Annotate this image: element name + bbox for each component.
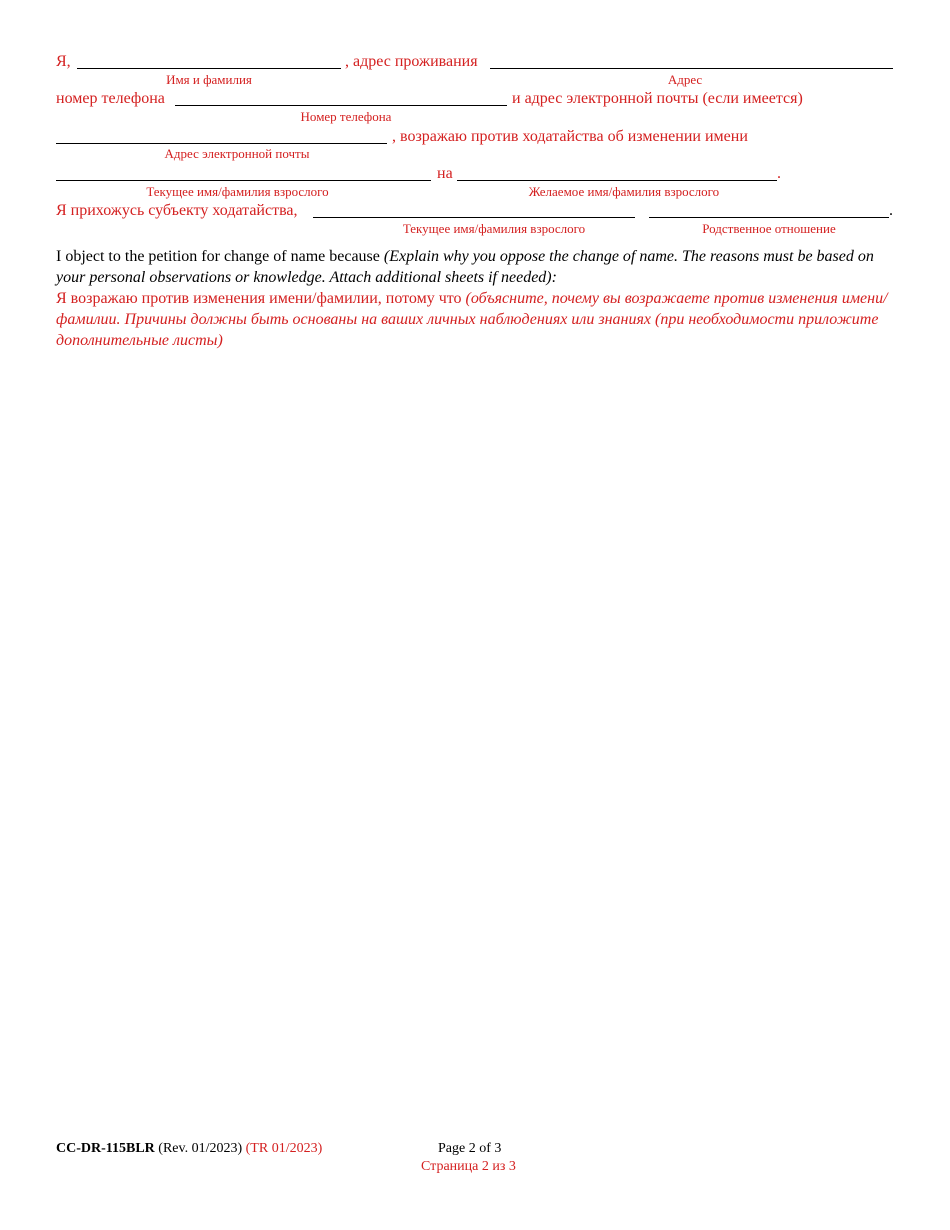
line3-middle: , возражаю против ходатайства об изменении имени: [392, 128, 748, 145]
footer-page-en: Page 2 of 3: [438, 1141, 502, 1156]
objection-en-plain: I object to the petition for change of name because: [56, 248, 384, 265]
hint-name: Имя и фамилия: [166, 72, 252, 87]
address-field[interactable]: [490, 68, 893, 69]
objection-en-italic: (Explain why you oppose the change of name. The reasons must be based on your personal observations or knowledge. Attach additional sheets if needed):: [56, 248, 874, 286]
hint-phone: Номер телефона: [300, 109, 392, 124]
hint-address: Адрес: [667, 72, 703, 87]
phone-field[interactable]: [175, 105, 507, 106]
hint-email: Адрес электронной почты: [164, 146, 310, 161]
objection-ru: [56, 288, 896, 351]
current-name-field[interactable]: [56, 180, 431, 181]
footer-form-info: [56, 1141, 322, 1157]
relationship-field[interactable]: [649, 217, 889, 218]
name-field[interactable]: [77, 68, 341, 69]
subject-name-field[interactable]: [313, 217, 635, 218]
hint-relationship: Родственное отношение: [702, 221, 836, 236]
line1-prefix: Я,: [56, 53, 71, 70]
line4-suffix: .: [777, 165, 781, 182]
objection-ru-plain: Я возражаю против изменения имени/фамилии, потому что: [56, 290, 466, 307]
objection-en: [56, 246, 896, 288]
line1-middle: , адрес проживания: [345, 53, 478, 70]
footer-form-id: CC-DR-115BLR: [56, 1141, 155, 1156]
email-field[interactable]: [56, 143, 387, 144]
hint-current-name: Текущее имя/фамилия взрослого: [146, 184, 329, 199]
line5-suffix: .: [889, 202, 893, 219]
line5-prefix: Я прихожусь субъекту ходатайства,: [56, 202, 298, 219]
line4-middle: на: [437, 165, 453, 182]
footer-page-ru: Страница 2 из 3: [421, 1159, 516, 1174]
hint-subject-name: Текущее имя/фамилия взрослого: [402, 221, 586, 236]
explanation-area[interactable]: [56, 356, 896, 1116]
line2-prefix: номер телефона: [56, 90, 165, 107]
footer-tr: (TR 01/2023): [245, 1141, 323, 1156]
footer-rev: (Rev. 01/2023): [158, 1141, 243, 1156]
desired-name-field[interactable]: [457, 180, 777, 181]
hint-desired-name: Желаемое имя/фамилия взрослого: [528, 184, 720, 199]
line2-middle: и адрес электронной почты (если имеется): [512, 90, 803, 107]
objection-ru-italic: (объясните, почему вы возражаете против изменения имени/фамилии. Причины должны быть основаны на ваших личных наблюдениях или знаниях (при необходимости приложите дополнительные листы): [56, 290, 888, 349]
